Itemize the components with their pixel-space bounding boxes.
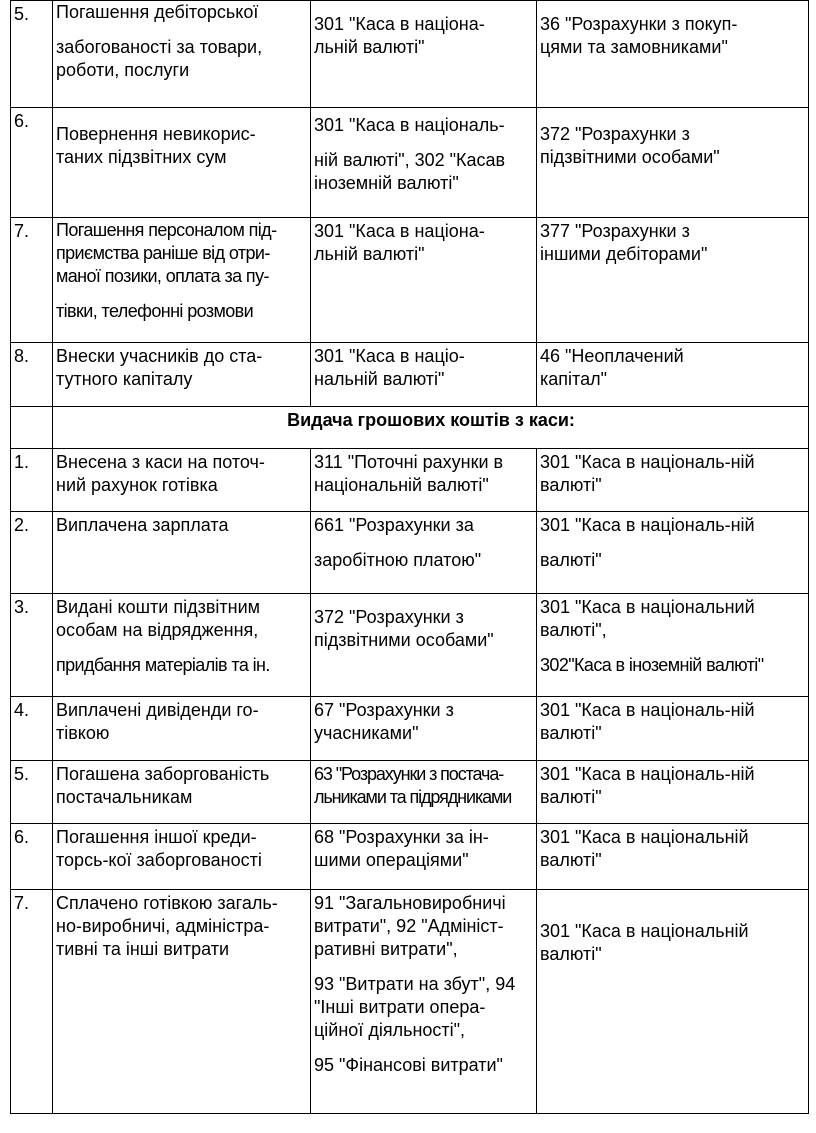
operation-cell: Повернення невикорис- таних підзвітних сум <box>53 108 311 218</box>
cash-operations-table <box>10 0 809 1114</box>
operation-cell: Внесена з каси на поточ- ний рахунок готівка <box>53 449 311 512</box>
debit-cell: 68 "Розрахунки за ін- шими операціями" <box>311 824 537 890</box>
row-number: 3. <box>11 594 53 697</box>
row-number: 6. <box>11 108 53 218</box>
debit-cell: 63 "Розрахунки з постача- льниками та підрядниками <box>311 761 537 824</box>
debit-cell: 301 "Каса в націона- льній валюті" <box>311 1 537 108</box>
credit-cell: 377 "Розрахунки з іншими дебіторами" <box>537 218 809 343</box>
row-number: 1. <box>11 449 53 512</box>
table-row <box>11 594 809 697</box>
credit-cell: 36 "Розрахунки з покуп- цями та замовниками" <box>537 1 809 108</box>
operation-cell: Погашення персоналом під- приємства раніше від отри- маної позики, оплата за пу- тівки, телефонні розмови <box>53 218 311 343</box>
operation-cell: Сплачено готівкою загаль- но-виробничі, адміністра- тивні та інші витрати <box>53 890 311 1114</box>
operation-cell: Погашення дебіторської забогованості за товари, роботи, послуги <box>53 1 311 108</box>
table-row <box>11 824 809 890</box>
section-number-cell <box>11 407 53 449</box>
row-number: 4. <box>11 697 53 761</box>
credit-cell: 372 "Розрахунки з підзвітними особами" <box>537 108 809 218</box>
row-number: 2. <box>11 512 53 594</box>
credit-cell: 301 "Каса в національній валюті" <box>537 824 809 890</box>
credit-cell: 301 "Каса в національ-ній валюті" <box>537 512 809 594</box>
debit-cell: 661 "Розрахунки за заробітною платою" <box>311 512 537 594</box>
row-number: 7. <box>11 218 53 343</box>
credit-cell: 301 "Каса в національній валюті" <box>537 890 809 1114</box>
operation-cell: Виплачена зарплата <box>53 512 311 594</box>
debit-cell: 311 "Поточні рахунки в національній валюті" <box>311 449 537 512</box>
operation-cell: Внески учасників до ста- тутного капіталу <box>53 343 311 407</box>
row-number: 6. <box>11 824 53 890</box>
table-row <box>11 218 809 343</box>
row-number: 7. <box>11 890 53 1114</box>
table-row <box>11 1 809 108</box>
table-row <box>11 890 809 1114</box>
row-number: 8. <box>11 343 53 407</box>
operation-cell: Погашена заборгованість постачальникам <box>53 761 311 824</box>
table-row <box>11 512 809 594</box>
debit-cell: 301 "Каса в націона- льній валюті" <box>311 218 537 343</box>
table-row <box>11 343 809 407</box>
debit-cell: 67 "Розрахунки з учасниками" <box>311 697 537 761</box>
section-title: Видача грошових коштів з каси: <box>53 407 809 449</box>
row-number: 5. <box>11 761 53 824</box>
debit-cell: 301 "Каса в національ- ній валюті", 302 "Касав іноземній валюті" <box>311 108 537 218</box>
operation-cell: Видані кошти підзвітним особам на відрядження, придбання матеріалів та ін. <box>53 594 311 697</box>
credit-cell: 301 "Каса в національ-ній валюті" <box>537 761 809 824</box>
operation-cell: Погашення іншої креди- торсь-кої заборгованості <box>53 824 311 890</box>
section-row <box>11 407 809 449</box>
table-row <box>11 761 809 824</box>
debit-cell: 372 "Розрахунки з підзвітними особами" <box>311 594 537 697</box>
table-row <box>11 697 809 761</box>
credit-cell: 46 "Неоплачений капітал" <box>537 343 809 407</box>
credit-cell: 301 "Каса в національ-ній валюті" <box>537 449 809 512</box>
credit-cell: 301 "Каса в національ-ній валюті" <box>537 697 809 761</box>
debit-cell: 91 "Загальновиробничі витрати", 92 "Адмініст- ративні витрати", 93 "Витрати на збут", 94 "Інші витрати опера- ційної діяльності", 95 "Фінансові витрати" <box>311 890 537 1114</box>
debit-cell: 301 "Каса в націо- нальній валюті" <box>311 343 537 407</box>
row-number: 5. <box>11 1 53 108</box>
operation-cell: Виплачені дивіденди го- тівкою <box>53 697 311 761</box>
table-row <box>11 449 809 512</box>
table-row <box>11 108 809 218</box>
credit-cell: 301 "Каса в національний валюті", 302"Каса в іноземній валюті" <box>537 594 809 697</box>
